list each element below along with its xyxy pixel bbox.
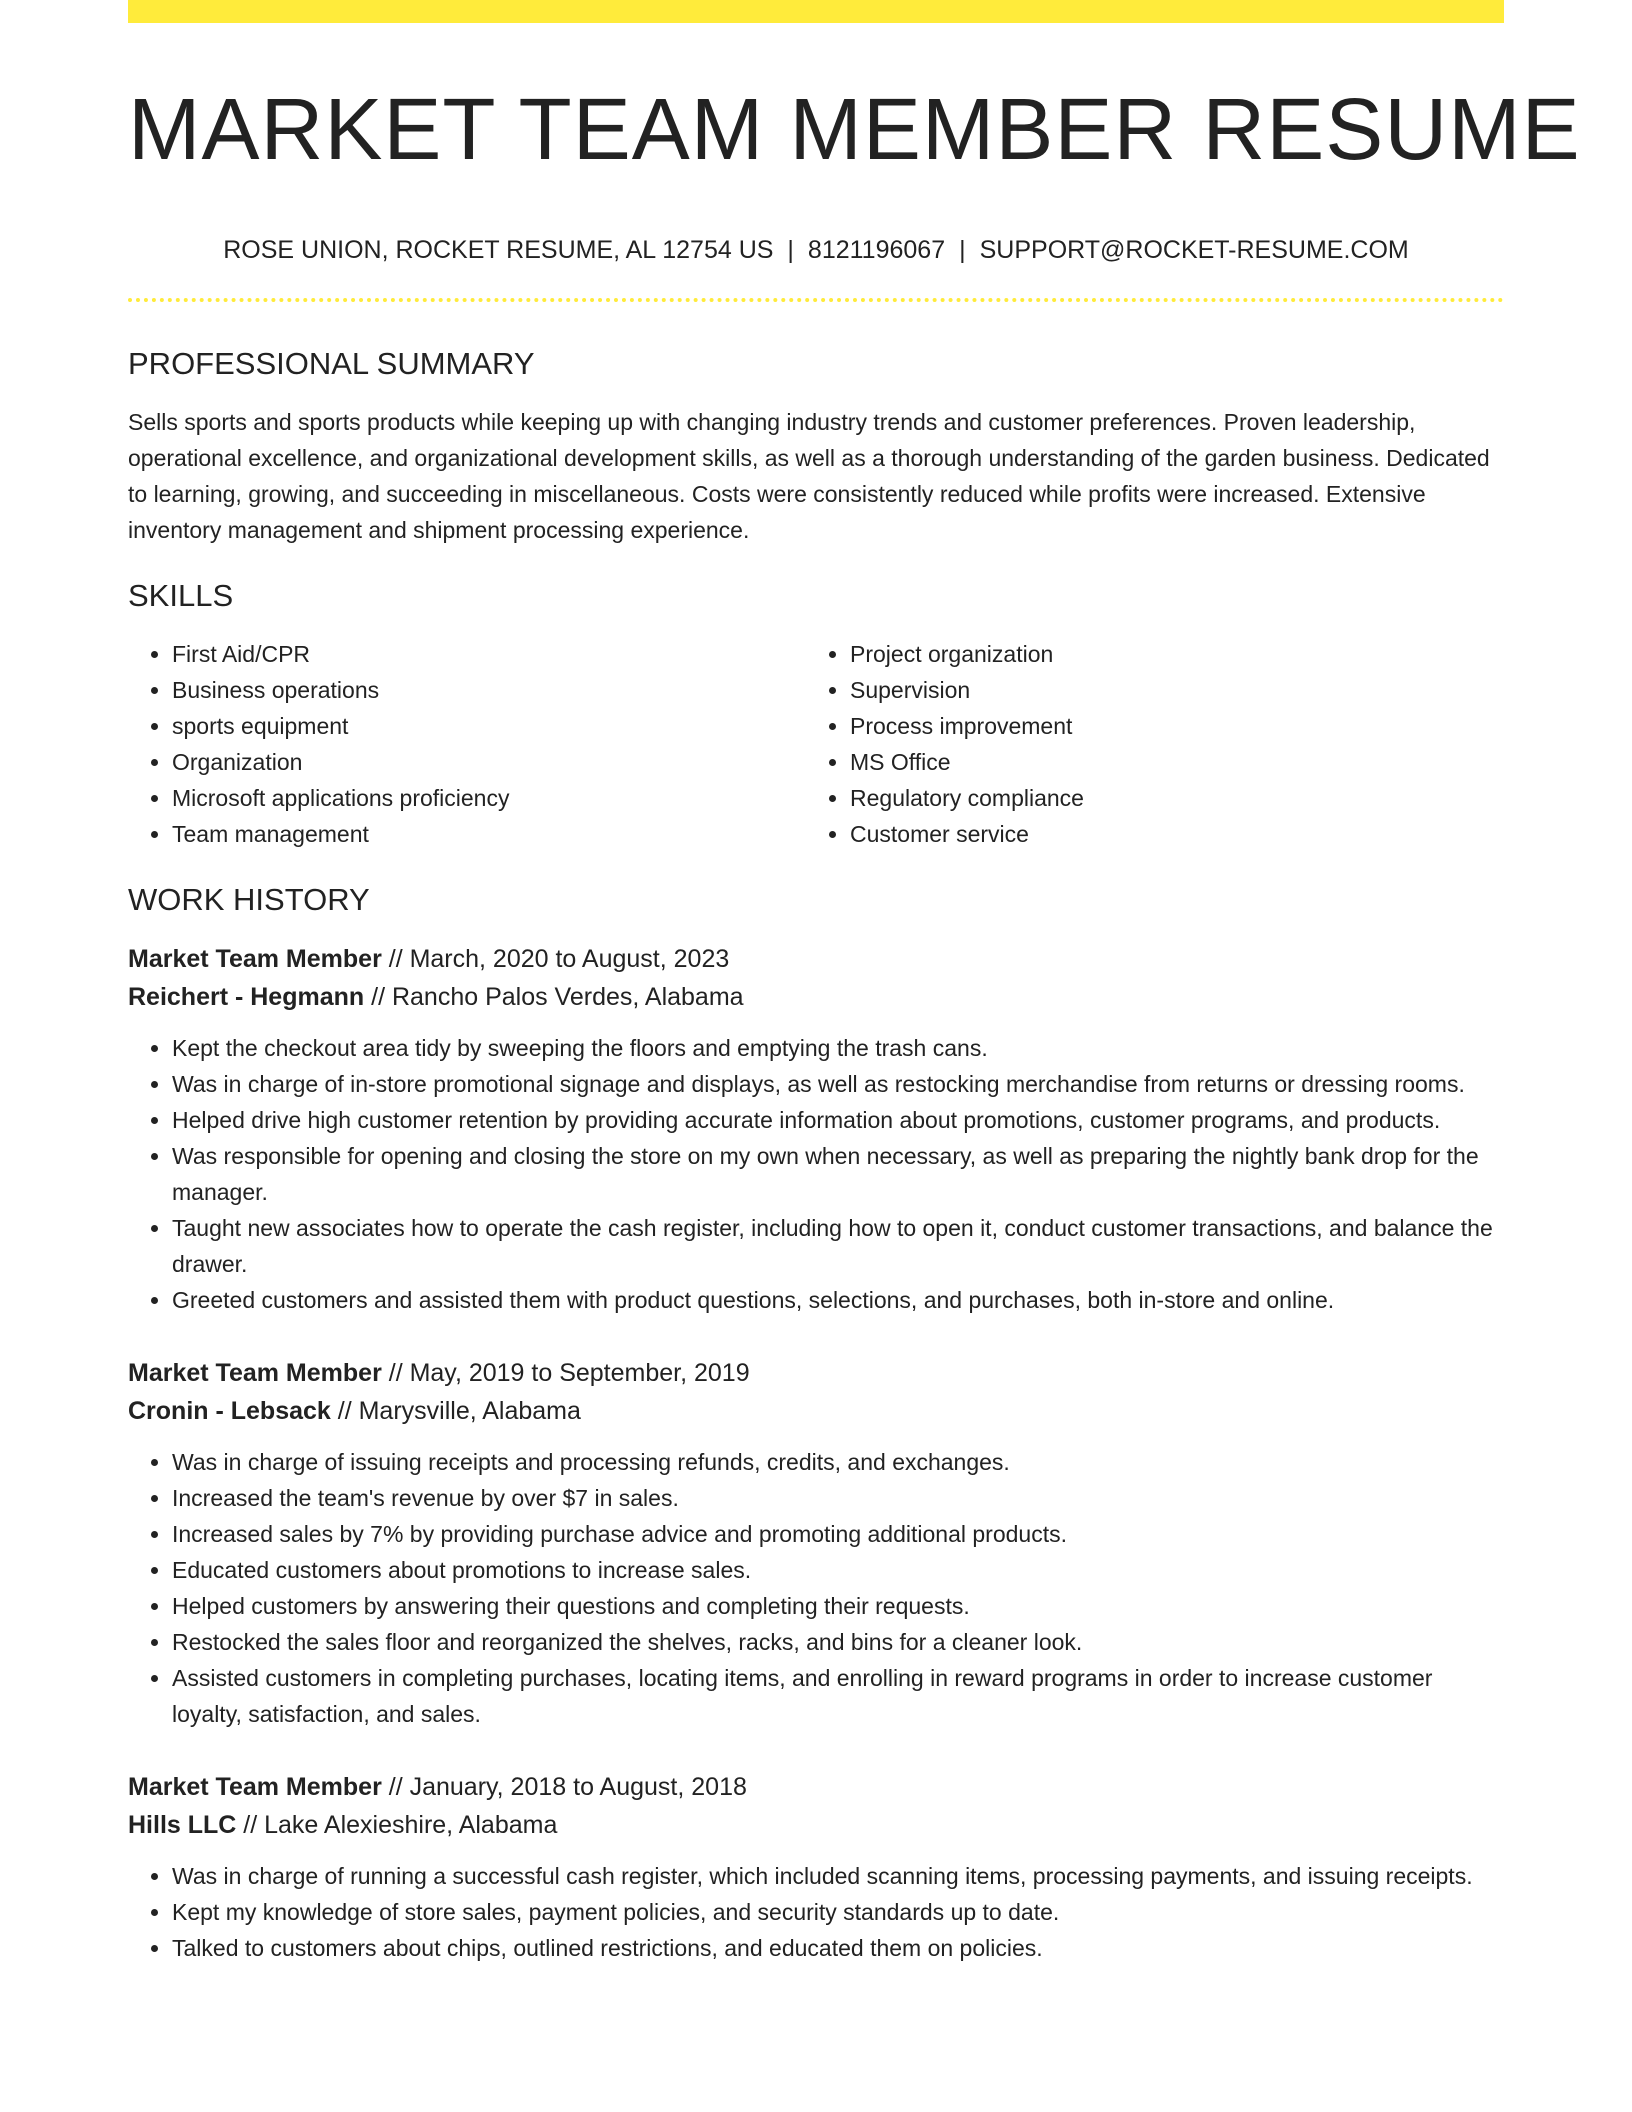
skill-item: • MS Office	[850, 744, 1484, 780]
job-dates: // March, 2020 to August, 2023	[381, 945, 730, 973]
skills-grid	[128, 636, 1504, 852]
contact-separator: |	[787, 236, 794, 264]
job-bullet: • Helped customers by answering their questions and completing their requests.	[172, 1588, 1504, 1624]
skill-item: • Team management	[172, 816, 806, 852]
job-title-line	[128, 1768, 1504, 1806]
job-bullet: • Greeted customers and assisted them with product questions, selections, and purchases, both in-store and online.	[172, 1282, 1504, 1318]
job-company-line	[128, 1806, 1504, 1844]
job-bullet-list	[128, 1858, 1504, 1966]
skill-item: • Business operations	[172, 672, 806, 708]
summary-text: Sells sports and sports products while keeping up with changing industry trends and customer preferences. Proven leadership, operational excellence, and organizational development skills, as well as a thorough understanding of the garden business. Dedicated to learning, growing, and succeeding in miscellaneous. Costs were consistently reduced while profits were increased. Extensive inventory management and shipment processing experience.	[128, 409, 1490, 543]
job-location: // Rancho Palos Verdes, Alabama	[364, 983, 744, 1011]
resume-content	[128, 0, 1581, 1966]
contact-address: ROSE UNION, ROCKET RESUME, AL 12754 US	[223, 236, 774, 264]
job-location: // Lake Alexieshire, Alabama	[236, 1811, 558, 1839]
work-history-heading: WORK HISTORY	[128, 882, 370, 917]
job-company: Cronin - Lebsack	[128, 1397, 331, 1425]
summary-heading: PROFESSIONAL SUMMARY	[128, 346, 535, 381]
dotted-divider	[128, 298, 1504, 302]
skills-heading: SKILLS	[128, 578, 234, 613]
job-bullet: • Was in charge of in-store promotional signage and displays, as well as restocking merchandise from returns or dressing rooms.	[172, 1066, 1504, 1102]
job-bullet: • Talked to customers about chips, outlined restrictions, and educated them on policies.	[172, 1930, 1504, 1966]
skill-item: • Microsoft applications proficiency	[172, 780, 806, 816]
contact-separator: |	[959, 236, 966, 264]
job-title: Market Team Member	[128, 945, 382, 973]
job-bullet: • Taught new associates how to operate the cash register, including how to open it, conduct customer transactions, and balance the drawer.	[172, 1210, 1504, 1282]
job-title: Market Team Member	[128, 1359, 382, 1387]
job-title-line	[128, 1354, 1504, 1392]
job-bullet: • Helped drive high customer retention by providing accurate information about promotions, customer programs, and products.	[172, 1102, 1504, 1138]
contact-email: SUPPORT@ROCKET-RESUME.COM	[979, 236, 1409, 264]
skill-item: • First Aid/CPR	[172, 636, 806, 672]
job-bullet-list	[128, 1444, 1504, 1732]
job-company-line	[128, 978, 1504, 1016]
skills-column-left	[128, 636, 806, 852]
job-bullet: • Was in charge of running a successful cash register, which included scanning items, processing payments, and issuing receipts.	[172, 1858, 1504, 1894]
job-bullet: • Was responsible for opening and closing the store on my own when necessary, as well as preparing the nightly bank drop for the manager.	[172, 1138, 1504, 1210]
job-bullet: • Assisted customers in completing purchases, locating items, and enrolling in reward programs in order to increase customer loyalty, satisfaction, and sales.	[172, 1660, 1504, 1732]
job-entry	[128, 940, 1504, 1318]
contact-phone: 8121196067	[807, 236, 946, 264]
job-bullet: • Kept the checkout area tidy by sweeping the floors and emptying the trash cans.	[172, 1030, 1504, 1066]
job-bullet: • Increased sales by 7% by providing purchase advice and promoting additional products.	[172, 1516, 1504, 1552]
job-bullet: • Was in charge of issuing receipts and processing refunds, credits, and exchanges.	[172, 1444, 1504, 1480]
job-entry	[128, 1354, 1504, 1732]
resume-title: MARKET TEAM MEMBER RESUME	[128, 81, 1581, 178]
job-bullet: • Educated customers about promotions to increase sales.	[172, 1552, 1504, 1588]
skill-item: • Customer service	[850, 816, 1484, 852]
job-company: Hills LLC	[128, 1811, 237, 1839]
skills-column-right	[806, 636, 1484, 852]
skill-item: • sports equipment	[172, 708, 806, 744]
job-dates: // January, 2018 to August, 2018	[381, 1773, 747, 1801]
job-title: Market Team Member	[128, 1773, 382, 1801]
skill-item: • Regulatory compliance	[850, 780, 1484, 816]
job-location: // Marysville, Alabama	[330, 1397, 581, 1425]
skill-item: • Process improvement	[850, 708, 1484, 744]
job-bullet: • Kept my knowledge of store sales, payment policies, and security standards up to date.	[172, 1894, 1504, 1930]
job-bullet-list	[128, 1030, 1504, 1318]
job-company-line	[128, 1392, 1504, 1430]
job-bullet: • Restocked the sales floor and reorganized the shelves, racks, and bins for a cleaner look.	[172, 1624, 1504, 1660]
contact-line	[128, 234, 1504, 266]
skill-item: • Supervision	[850, 672, 1484, 708]
job-bullet: • Increased the team's revenue by over $7 in sales.	[172, 1480, 1504, 1516]
job-dates: // May, 2019 to September, 2019	[381, 1359, 750, 1387]
job-company: Reichert - Hegmann	[128, 983, 365, 1011]
skill-item: • Project organization	[850, 636, 1484, 672]
job-entry	[128, 1768, 1504, 1966]
skill-item: • Organization	[172, 744, 806, 780]
job-title-line	[128, 940, 1504, 978]
